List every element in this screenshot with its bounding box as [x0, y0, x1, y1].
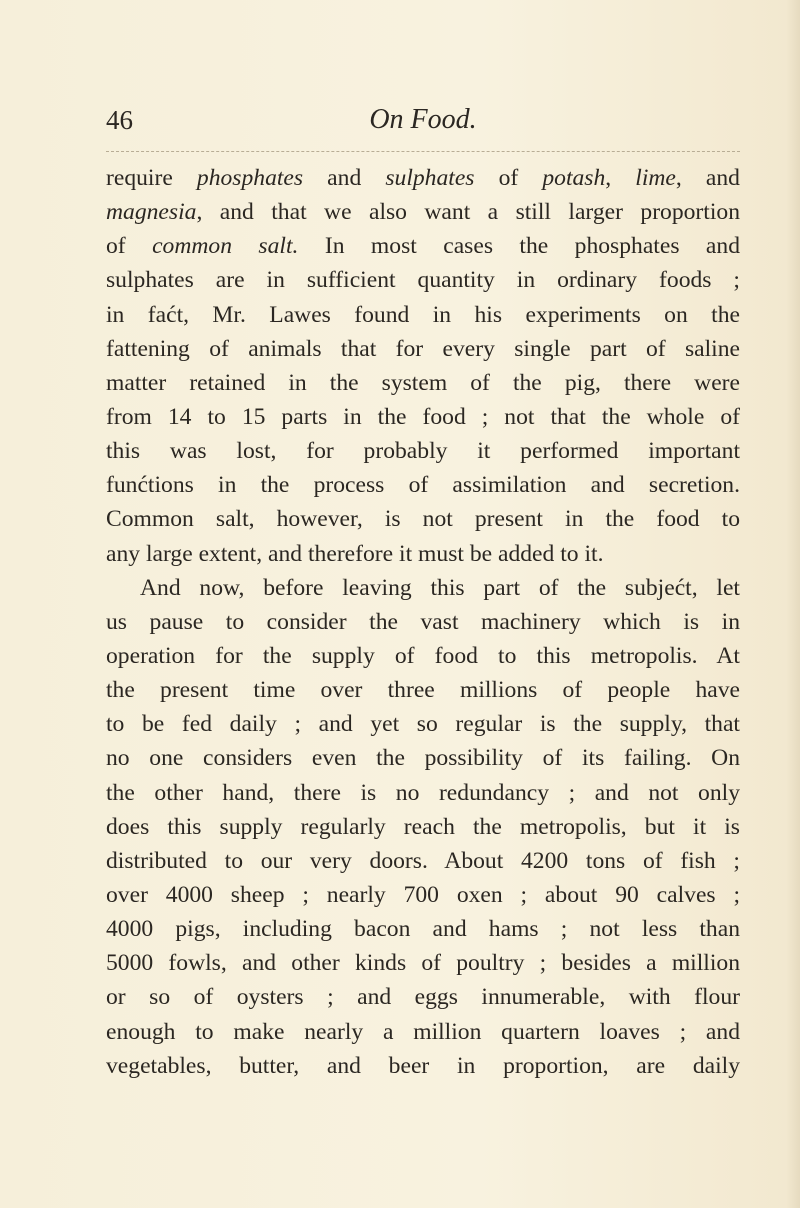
text-line: does this supply regularly reach the metropolis, but it is	[106, 813, 740, 840]
italic-term: common salt.	[152, 233, 299, 260]
text-line: the present time over three millions of people have	[106, 677, 740, 704]
italic-term: lime	[635, 165, 676, 191]
text-line: distributed to our very doors. About 4200 tons of fish ;	[106, 847, 740, 874]
text-line: us pause to consider the vast machinery which is in	[106, 608, 740, 635]
text-line: in faćt, Mr. Lawes found in his experiments on the	[106, 301, 740, 328]
text-line: Common salt, however, is not present in the food to	[106, 506, 740, 533]
text-line: sulphates are in sufficient quantity in ordinary foods ;	[106, 267, 740, 294]
text-line: to be fed daily ; and yet so regular is the supply, that	[106, 711, 740, 738]
italic-term: phosphates	[196, 165, 304, 191]
text-line: enough to make nearly a million quartern loaves ; and	[106, 1018, 740, 1045]
text-line: over 4000 sheep ; nearly 700 oxen ; about 90 calves ;	[106, 881, 740, 908]
text-line: of common salt. In most cases the phosphates and	[106, 233, 741, 260]
text-line: from 14 to 15 parts in the food ; not that the whole of	[106, 403, 740, 430]
text-line: vegetables, butter, and beer in proportion, are daily	[106, 1052, 740, 1079]
page-edge-shadow	[786, 0, 800, 1208]
italic-term: magnesia	[106, 199, 197, 226]
page-number: 46	[106, 105, 133, 135]
text-line: this was lost, for probably it performed important	[106, 438, 740, 465]
text-line: matter retained in the system of the pig, there were	[106, 369, 740, 396]
text-line: And now, before leaving this part of the subjećt, let	[140, 574, 740, 601]
text-line: operation for the supply of food to this metropolis. At	[106, 642, 740, 669]
text-line: funćtions in the process of assimilation and secretion.	[106, 472, 740, 499]
text-line: any large extent, and therefore it must be added to it.	[106, 540, 604, 567]
text-line: magnesia, and that we also want a still larger proportion	[106, 199, 740, 226]
page-header	[106, 100, 740, 140]
italic-term: sulphates	[385, 165, 475, 191]
italic-term: potash	[542, 165, 606, 191]
text-line: 4000 pigs, including bacon and hams ; not less than	[106, 916, 740, 943]
text-line: fattening of animals that for every single part of saline	[106, 335, 740, 362]
header-rule	[106, 151, 740, 152]
text-line: no one considers even the possibility of its failing. On	[106, 745, 740, 772]
text-line: or so of oysters ; and eggs innumerable, with flour	[106, 984, 740, 1011]
text-line: the other hand, there is no redundancy ; and not only	[106, 779, 740, 806]
body-text	[106, 161, 740, 1083]
text-line: 5000 fowls, and other kinds of poultry ; besides a million	[106, 950, 740, 977]
text-line: require phosphates and sulphates of potash, lime, and	[106, 165, 740, 191]
running-title: On Food.	[369, 104, 477, 135]
